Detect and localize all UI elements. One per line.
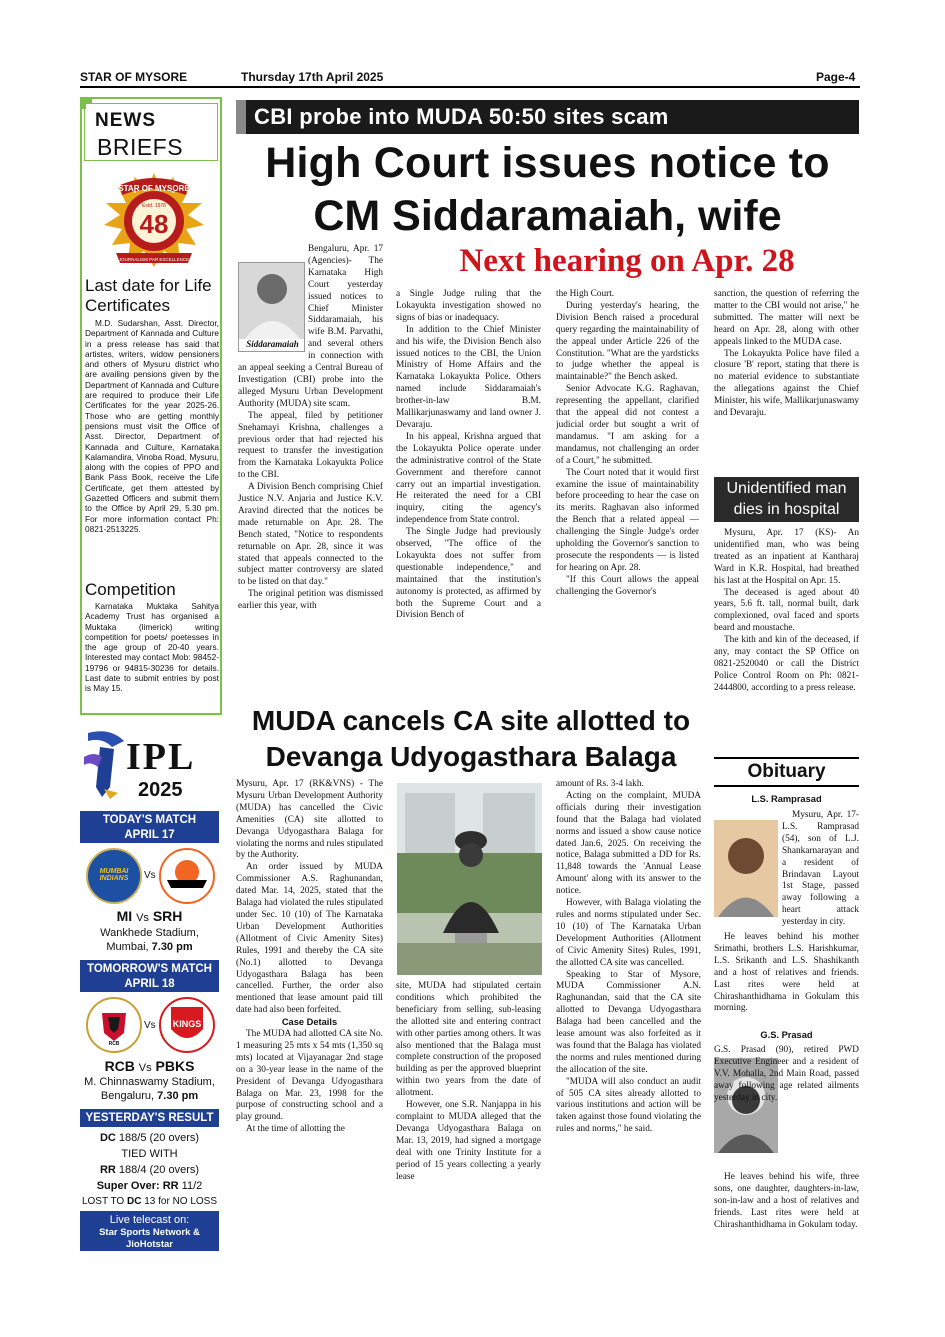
result-dc-team: DC (99, 1132, 116, 1144)
lead-c3-p3: Senior Advocate K.G. Raghavan, representing the appellant, clarified that the appeal did not contest a judicial order but sought a writ of mandamus. "I am asking for a mandamus, not challenging an order of a Court," he submitted. (556, 384, 699, 466)
result-tied: TIED WITH (121, 1148, 178, 1160)
obituary-2-p2: He leaves behind his wife, three sons, one daughter, daughters-in-law, son-in-law and a host of relatives and friends. Last rites were held at Chirashanthidhama in Gokulam today. (714, 1172, 859, 1230)
lead-c1-p4: The original petition was dismissed earlier this year, with (238, 589, 383, 612)
header-rule (80, 86, 860, 88)
lead-c2-p1: a Single Judge ruling that the Lokayukta investigation showed no signs of bias or inadequacy. (396, 289, 541, 323)
briefs-label: BRIEFS (97, 134, 184, 160)
tomorrow-match-date: APRIL 18 (124, 978, 175, 990)
lead-c3-p4: The Court noted that it would first examine the issue of maintainability before proceeding to hear the case on its merits. Raghavan also informed the Bench that a related appeal — challenging the Single Judge's order upholding the Governor's sanction to prosecute the respondents — is listed for hearing on Apr. 28. (556, 467, 699, 573)
today-match-date: APRIL 17 (124, 829, 175, 841)
obituary-2-p1: G.S. Prasad (90), retired PWD Executive Engineer and a resident of V.V. Mohalla, 2nd Main Road, passed away following age related ailments yesterday in city. (714, 1045, 859, 1103)
lead-subhead: Next hearing on Apr. 28 (459, 243, 795, 279)
today-match-label: TODAY'S MATCH (102, 814, 197, 826)
rcb-logo (86, 997, 142, 1053)
ipl-logo-icon (80, 727, 130, 799)
lead-column-2 (396, 289, 541, 696)
ipl-title: IPL (126, 736, 196, 778)
banner-accent (236, 100, 246, 134)
muda-column-2 (396, 981, 541, 1265)
lead-column-3 (556, 289, 699, 696)
obituary-1-p1: Mysuru, Apr. 17- L.S. Ramprasad (54), son of L.J. Shankarnarayan and a resident of Brindavan Layout 1st Stage, passed away following a heart attack yesterday in city. (782, 810, 859, 928)
issue-date: Thursday 17th April 2025 (241, 70, 384, 84)
emblem-estd: Estd. 1978 (142, 203, 166, 209)
lead-headline-2: CM Siddaramaiah, wife (313, 192, 782, 240)
result-rr-score: 188/4 (20 overs) (115, 1164, 200, 1176)
tomorrow-city-time (80, 1089, 219, 1103)
muda-headline-2: Devanga Udyogasthara Balaga (265, 741, 677, 772)
lead-c1-p1: Bengaluru, Apr. 17 (Agencies)- The Karnataka High Court yesterday issued notices to Chief Minister Siddaramaiah, his wife B.M. Parvathi, and several others in connection with an appeal seeking a Central Bureau of Investigation (CBI) probe into the alleged Mysuru Urban Development Authority (MUDA) site scam. (238, 244, 383, 409)
briefs-title-box (84, 103, 218, 161)
today-match-banner (80, 811, 219, 843)
unidentified-man-story (714, 528, 859, 752)
brief-2-title: Competition (85, 580, 176, 599)
brief-1-title: Last date for Life Certificates (85, 276, 212, 315)
lead-c1-p2: The appeal, filed by petitioner Snehamayi Krishna, challenges a previous order that had rejected his request to transfer the investigation from the Karnataka Lokayukta Police to the CBI. (238, 410, 383, 481)
obituary-2-name-wrap (714, 1030, 859, 1044)
lost-team: DC (126, 1196, 142, 1207)
super-over-label: Super Over: (96, 1180, 163, 1192)
today-venue: Wankhede Stadium, (100, 927, 199, 939)
mi-logo-text: MUMBAI INDIANS (99, 868, 129, 882)
obituary-2-text-block (714, 1045, 859, 1175)
emblem-bottom-text: JOURNALISM PAR EXCELLENCE (118, 257, 190, 262)
result-lost (80, 1195, 219, 1209)
emblem-number: 48 (139, 209, 169, 239)
muda-headline-1: MUDA cancels CA site allotted to (251, 705, 691, 736)
statue-photo (397, 783, 542, 975)
unidentified-title-1: Unidentified man (726, 480, 847, 497)
muda-c3-p1: amount of Rs. 3-4 lakh. (556, 779, 644, 789)
result-line-dc (80, 1131, 219, 1145)
tomorrow-venue: M. Chinnaswamy Stadium, (84, 1076, 215, 1088)
photo-float-spacer (238, 244, 308, 356)
star-of-mysore-48-emblem (102, 171, 206, 269)
result-super-over (80, 1179, 219, 1193)
lead-c3-p1: the High Court. (556, 289, 615, 299)
lost-post: 13 for NO LOSS (141, 1196, 218, 1207)
muda-column-1 (236, 779, 383, 1265)
super-over-team: RR (162, 1180, 179, 1192)
lead-c1-p3: A Division Bench comprising Chief Justice N.V. Anjaria and Justice K.V. Aravind directed that the notices be made returnable on Apr. 28. The Bench stated, "Notice to respondents returnable on Apr. 28, since it was stated that appeals connected to the subject matter controversy are slated to be listed on that day." (238, 482, 383, 588)
tomorrow-match-banner (80, 960, 219, 992)
yesterday-result-banner: YESTERDAY'S RESULT (80, 1109, 219, 1127)
unidentified-p1: Mysuru, Apr. 17 (KS)- An unidentified man, who was being treated as an inpatient at Kantharaj Ward in K.R. Hospital, had breathed his last at the Hospital on Apr. 15. (714, 528, 859, 586)
page-number: Page-4 (816, 70, 856, 84)
tomorrow-match-label: TOMORROW'S MATCH (87, 963, 212, 975)
result-line-rr (80, 1163, 219, 1177)
news-briefs-box (80, 97, 222, 715)
lead-c2-p3: In his appeal, Krishna argued that the Lokayukta Police operate under the administrative control of the State Government and therefore cannot carry out an impartial investigation. He reiterated the need for a CBI inquiry, citing the agency's independence from State control. (396, 431, 541, 526)
muda-c2-p2: However, one S.R. Nanjappa in his complaint to MUDA alleged that the Devanga Udyogasthara Balaga on Mar. 13, 2019, had signed a mortgage deal with one Trinity Institute for a period of 15 years collecting a yearly lease (396, 1100, 541, 1182)
brief-2-text: Karnataka Muktaka Sahitya Academy Trust has organised a Muktaka (limerick) writing competition for poets/ poetesses in the age group of 20-40 years. Interested may contact Mob: 98452-19796 or 94815-30236 for details. Last date to submit entries by post is May 15. (85, 601, 219, 694)
super-over-score: 11/2 (178, 1180, 203, 1192)
photo-caption: Siddaramaiah (239, 339, 305, 352)
muda-c3-p2: Acting on the complaint, MUDA officials during their investigation found that the Balaga had violated norms and issued a show cause notice dated Jan.6, 2025. On receiving the notice, Balaga submitted a DD for Rs. 11,848 towards the 'Annual Lease Amount' along with its answer to the notice. (556, 790, 701, 897)
lost-pre: LOST TO (81, 1196, 127, 1207)
muda-c1-p1: Mysuru, Apr. 17 (RK&VNS) - The Mysuru Urban Development Authority (MUDA) has cancelled the Civic Amenities (CA) site allotted to Devanga Udyogasthara Balaga for violating the norms and rules stipulated by the Authority. (236, 779, 383, 861)
punjab-kings-logo (159, 997, 215, 1053)
obituary-1-text-2 (714, 932, 859, 1028)
muda-c1-p3: The MUDA had allotted CA site No. 1 measuring 25 mts x 54 mts (1,350 sq mts) located at Vijayanagar 2nd stage on a 30-year lease in the name of the President of Devanga Udyogasthara Balaga on Mar. 23, 1998 for the purpose of constructing school and a play ground. (236, 1029, 383, 1123)
obituary-header: Obituary (714, 757, 859, 787)
lead-column-4 (714, 289, 859, 475)
unidentified-p3: The kith and kin of the deceased, if any, may contact the SP Office on 0821-2520040 or call the District Police Control Room on Ph: 0821-2444800, according to a press release. (714, 635, 859, 693)
lead-banner (236, 100, 859, 134)
ipl-panel (80, 727, 219, 1255)
muda-case-details-subhead: Case Details (281, 1017, 338, 1028)
emblem-top-text: STAR OF MYSORE (118, 184, 190, 193)
today-teams (80, 908, 219, 924)
obituary-1-name-wrap (714, 794, 859, 809)
team-srh: SRH (152, 908, 183, 924)
team-pbks: PBKS (155, 1058, 195, 1074)
tomorrow-time: 7.30 pm (157, 1090, 199, 1102)
lead-c4-p2: The Lokayukta Police have filed a closure 'B' report, stating that there is no material evidence to substantiate the allegations against the Chief Minister, his wife, Mallikarjunaswamy and Devaraju. (714, 348, 859, 419)
tomorrow-teams (80, 1058, 219, 1074)
lead-c2-p4: The Single Judge had previously observed, "The office of the Lokayukta does not suffer from questionable independence," and maintained that the institution's autonomy is protected, as affirmed by both the Supreme Court and a Division Bench of (396, 527, 541, 621)
team-mi: MI (116, 908, 133, 924)
lead-headline-1: High Court issues notice to (265, 139, 830, 187)
lead-c3-p5: "If this Court allows the appeal challenging the Governor's (556, 574, 699, 597)
news-label: NEWS (95, 110, 156, 131)
lead-c3-p2: During yesterday's hearing, the Division Bench raised a procedural query regarding the maintainability of the appeal under Article 226 of the Constitution. "What are the yardsticks to judge whether the appeal is maintainable?" the Bench asked. (556, 300, 699, 383)
today-city-time (80, 940, 219, 954)
today-time: 7.30 pm (151, 941, 193, 953)
lead-c2-p2: In addition to the Chief Minister and his wife, the Division Bench also issued notices to the CBI, the Union Ministry of Home Affairs and the Karnataka Lokayukta Police. Others named include Siddaramaiah's brother-in-law B.M. Mallikarjunaswamy and land owner J. Devaraju. (396, 324, 541, 430)
obituary-2-text-2 (714, 1172, 859, 1284)
lead-column-1 (238, 244, 383, 696)
vs-label-today: Vs (144, 870, 156, 881)
muda-c1-p4: At the time of allotting the (246, 1124, 345, 1135)
muda-c2-p1: site, MUDA had stipulated certain conditions which prohibited the beneficiary from selling, sub-leasing the allotted site and entering contract with other parties among others. It was also mentioned that the Balaga must complete construction of the proposed building as per the approved blueprint within two years from the date of allotment. (396, 981, 541, 1099)
unidentified-p2: The deceased is aged about 40 years, 5.6 ft. tall, normal built, dark complexioned, oval faced and sports beard and moustache. (714, 587, 859, 634)
muda-c3-p5: "MUDA will also conduct an audit of 505 CA sites already allotted to various institutions and action will be taken against those found violating the rules and norms," he said. (556, 1076, 701, 1135)
obituary-1-p2: He leaves behind his mother Srimathi, brothers L.S. Harishkumar, L.S. Srikanth and L.S. Shashikanth and a host of relatives and friends. Last rites were held at Chirashanthidhama in Gokulam this morning. (714, 932, 859, 1014)
unidentified-title-2: dies in hospital (733, 501, 840, 518)
lead-c4-p1: sanction, the question of referring the matter to the CBI would not arise," he submitted. The matter will next be heard on Apr. 28, along with other appeals linked to the MUDA case. (714, 289, 859, 347)
muda-column-3 (556, 779, 701, 1265)
statue-image (397, 783, 542, 975)
brief-1-body (85, 318, 219, 534)
brief-1-text: M.D. Sudarshan, Asst. Director, Department of Kannada and Culture in a press release has said that artistes, writers, widow pensioners and others of Mysuru district who are availing pensions given by the Department of Kannada and Culture are required to produce their Life Certificates for the year 2025-26. Those who are getting monthly pensions must visit the Office of Asst. Director, Department of Kannada and Culture, Karnataka Kalamandira, Vinoba Road, Mysuru, along with the copies of PPO and Bank Pass Book, receive the Life Certificate, get them attested by Gazetted Officers and submit them to the Office by April 29, 5.30 pm. For more information contact Ph: 0821-2513225. (85, 318, 219, 534)
lead-banner-text: CBI probe into MUDA 50:50 sites scam (254, 104, 669, 129)
mumbai-indians-logo (86, 848, 142, 904)
tomorrow-city: Bengaluru, (100, 1090, 155, 1102)
pbks-logo-text: KINGS (172, 1019, 202, 1029)
result-dc-score: 188/5 (20 overs) (115, 1132, 200, 1144)
today-city: Mumbai, (106, 941, 149, 953)
muda-c3-p3: However, with Balaga violating the rules and norms stipulated under Sec. 10 (10) of The Karnataka Urban Development Authorities (Allotment of Civic Amenity Sites) Rules, 1991, the allotted CA site was cancelled. (556, 898, 701, 968)
vs-label-tomorrow: Vs (144, 1020, 156, 1031)
ob1-photo-spacer (714, 810, 782, 918)
tomorrow-vs: Vs (138, 1062, 152, 1074)
team-rcb: RCB (104, 1058, 135, 1074)
unidentified-man-header (714, 477, 859, 522)
sunrisers-sun-icon (161, 850, 213, 902)
sunrisers-logo (159, 848, 215, 904)
rcb-logo-text: RCB (108, 1041, 120, 1047)
obituary-1-name: L.S. Ramprasad (751, 794, 822, 804)
obituary-2-name: G.S. Prasad (760, 1030, 813, 1040)
ipl-year: 2025 (138, 779, 183, 801)
brief-2-body (85, 601, 219, 694)
telecast-channels: Star Sports Network & JioHotstar (99, 1227, 200, 1250)
today-vs: Vs (136, 912, 149, 924)
result-rr-team: RR (99, 1164, 116, 1176)
telecast-label: Live telecast on: (109, 1214, 190, 1226)
muda-c1-p2: An order issued by MUDA Commissioner A.S. Raghunandan, dated Mar. 14, 2025, stated that the Balaga had violated the rules stipulated under Sec. 10 (10) of The Karnataka Urban Development Authorities (Allotment of Civic Amenity Sites) Rules, 1991 and thereby the CA site (No.1) allotted to Devanga Udyogasthara Balaga has been cancelled. Further, the order also mentioned that lease amount paid till date had also been forfeited. (236, 862, 383, 1016)
muda-c3-p4: Speaking to Star of Mysore, MUDA Commissioner A.N. Raghunandan, said that the CA site allotted to Devanga Udyogasthara Balaga had been cancelled and the lease amount was also forfeited as it was found that the Balaga has violated the norms and rules mentioned during the allocation of the site. (556, 969, 701, 1075)
telecast-banner (80, 1211, 219, 1251)
obituary-1-text-block (714, 810, 859, 930)
paper-name: STAR OF MYSORE (80, 70, 188, 84)
